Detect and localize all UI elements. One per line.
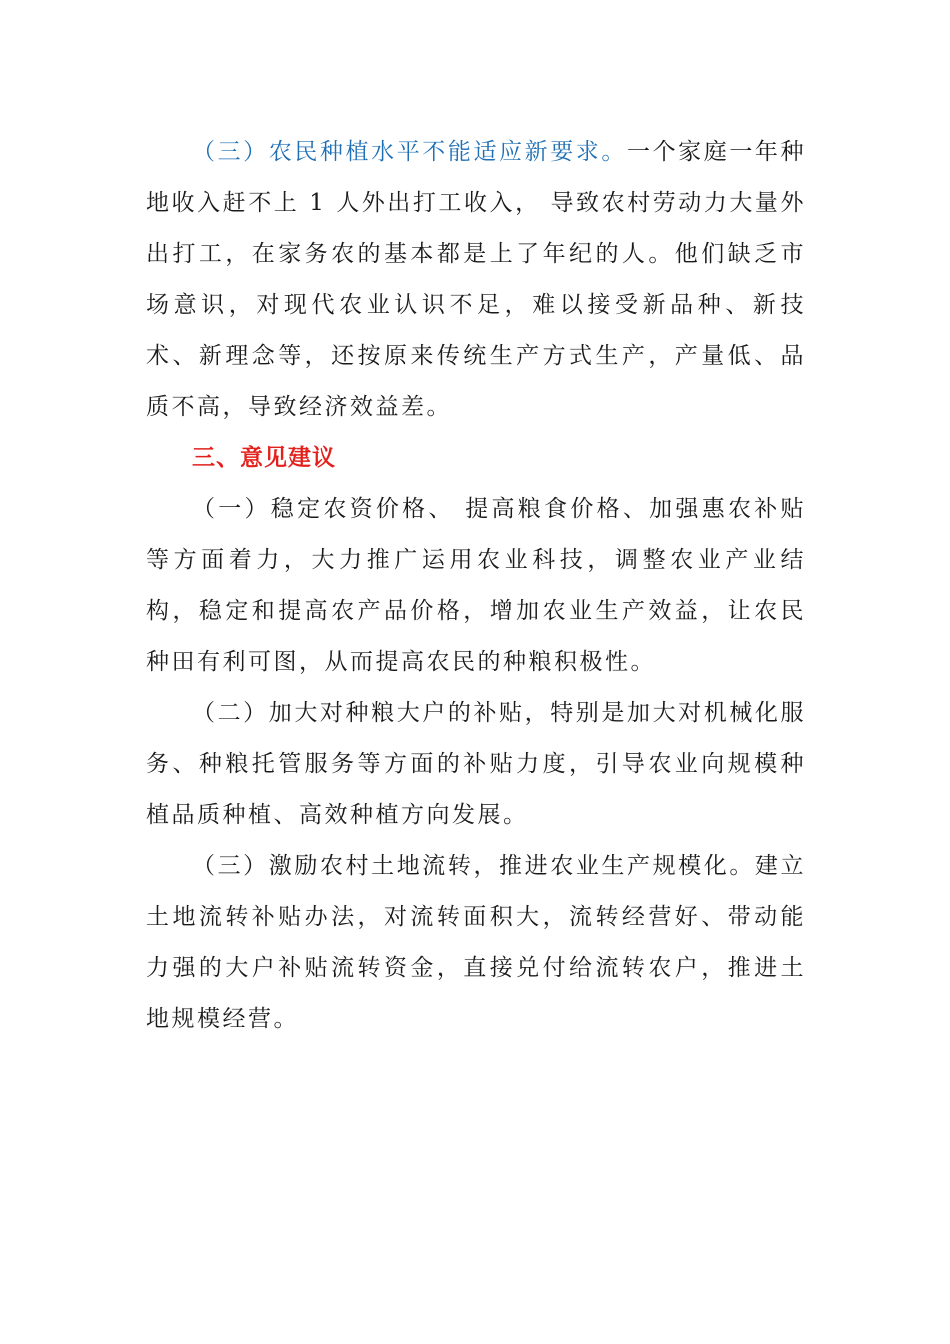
paragraph-lead-title: （三）农民种植水平不能适应新要求。 [192,139,627,165]
paragraph-suggestion-2: （二）加大对种粮大户的补贴，特别是加大对机械化服务、种粮托管服务等方面的补贴力度，引导农业向规模种植品质种植、高效种植方向发展。 [146,700,806,828]
paragraph-suggestion-3: （三）激励农村土地流转，推进农业生产规模化。建立土地流转补贴办法，对流转面积大，流转经营好、带动能力强的大户补贴流转资金，直接兑付给流转农户，推进土地规模经营。 [146,853,806,1032]
paragraph-farmer-skill [146,127,806,433]
paragraph-suggestion-1: （一）稳定农资价格、 提高粮食价格、加强惠农补贴等方面着力，大力推广运用农业科技，调整农业产业结构，稳定和提高农产品价格，增加农业生产效益，让农民种田有利可图，从而提高农民的种粮积极性。 [146,496,806,675]
paragraph-text: 一个家庭一年种地收入赶不上 1 人外出打工收入， 导致农村劳动力大量外出打工，在家务农的基本都是上了年纪的人。他们缺乏市场意识，对现代农业认识不足，难以接受新品种、新技术、新理念等，还按原来传统生产方式生产，产量低、品质不高，导致经济效益差。 [146,139,807,420]
section-heading: 三、意见建议 [192,445,336,471]
document-body [146,127,806,1045]
